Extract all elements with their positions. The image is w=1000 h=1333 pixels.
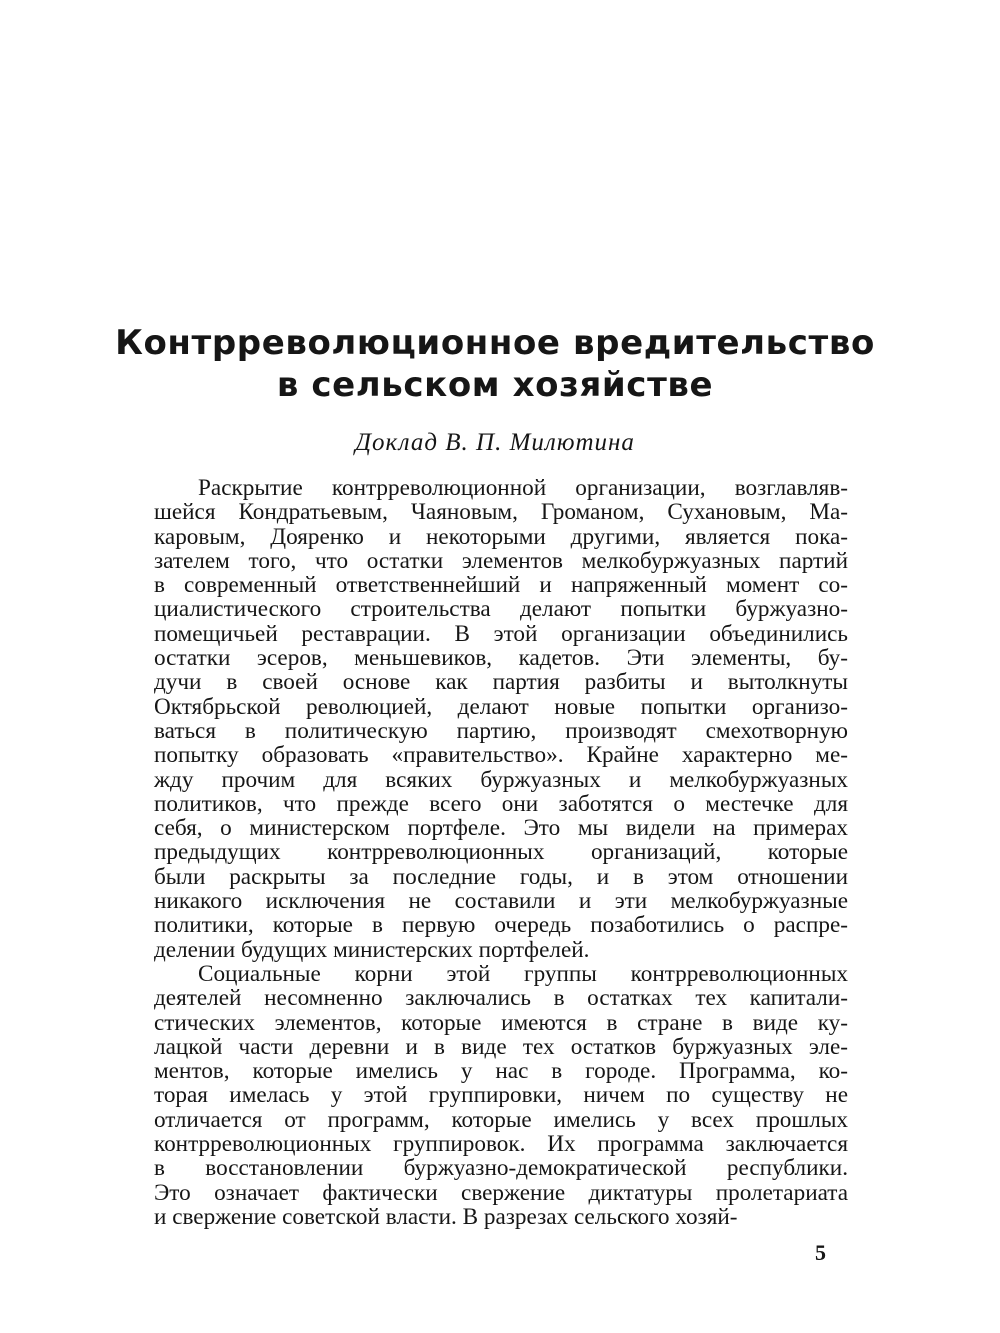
text-line: лацкой части деревни и в виде тех остатков буржуазных эле-	[154, 1033, 848, 1060]
text-line: политики, которые в первую очередь позаботились о распре-	[154, 912, 848, 939]
text-line: политиков, что прежде всего они заботятся о местечке для	[154, 790, 848, 817]
text-line: отличается от программ, которые имелись у всех прошлых	[154, 1106, 848, 1133]
text-line: циалистического строительства делают попытки буржуазно-	[154, 596, 848, 623]
text-line: остатки эсеров, меньшевиков, кадетов. Эти элементы, бу-	[154, 645, 848, 672]
text-line: контрреволюционных группировок. Их программа заключается	[154, 1131, 848, 1158]
author-byline: Доклад В. П. Милютина	[355, 429, 635, 456]
text-line: Социальные корни этой группы контрреволюционных	[198, 960, 848, 987]
text-line: ментов, которые имелись у нас в городе. Программа, ко-	[154, 1058, 848, 1085]
text-line: деятелей несомненно заключались в остатках тех капитали-	[154, 985, 848, 1012]
text-line: делении будущих министерских портфелей.	[154, 936, 590, 963]
paragraph-2	[154, 962, 848, 1229]
text-line: себя, о министерском портфеле. Это мы видели на примерах	[154, 815, 848, 842]
text-line: зателем того, что остатки элементов мелкобуржуазных партий	[154, 547, 848, 574]
text-line: Раскрытие контрреволюционной организации, возглавляв-	[198, 475, 848, 501]
paragraph-1	[154, 476, 848, 962]
page-number: 5	[815, 1240, 826, 1265]
article-body	[154, 476, 848, 1229]
text-line: были раскрыты за последние годы, и в этом отношении	[154, 863, 848, 890]
text-line: предыдущих контрреволюционных организаций, которые	[154, 839, 848, 866]
text-line: ваться в политическую партию, производят смехотворную	[154, 717, 848, 744]
text-line: никакого исключения не составили и эти мелкобуржуазные	[154, 888, 848, 915]
article-title	[100, 322, 890, 406]
text-line: жду прочим для всяких буржуазных и мелкобуржуазных	[154, 766, 848, 793]
title-line-2: в сельском хозяйстве	[276, 365, 714, 405]
title-line-1: Контрреволюционное вредительство	[115, 323, 875, 363]
text-line: шейся Кондратьевым, Чаяновым, Громаном, Сухановым, Ма-	[154, 499, 848, 526]
text-line: торая имелась у этой группировки, ничем по существу не	[154, 1082, 848, 1109]
text-line: дучи в своей основе как партия разбиты и вытолкнуты	[154, 669, 848, 696]
text-line: Это означает фактически свержение диктатуры пролетариата	[154, 1179, 848, 1206]
text-line: в современный ответственнейший и напряженный момент со-	[154, 572, 848, 599]
text-line: стических элементов, которые имеются в стране в виде ку-	[154, 1009, 848, 1036]
text-line: в восстановлении буржуазно-демократической республики.	[154, 1155, 848, 1182]
text-line: попытку образовать «правительство». Крайне характерно ме-	[154, 742, 848, 769]
text-line: каровым, Дояренко и некоторыми другими, является пока-	[154, 523, 848, 550]
text-line: помещичьей реставрации. В этой организации объединились	[154, 620, 848, 647]
text-line: и свержение советской власти. В разрезах сельского хозяй-	[154, 1203, 738, 1230]
text-line: Октябрьской революцией, делают новые попытки организо-	[154, 693, 848, 720]
